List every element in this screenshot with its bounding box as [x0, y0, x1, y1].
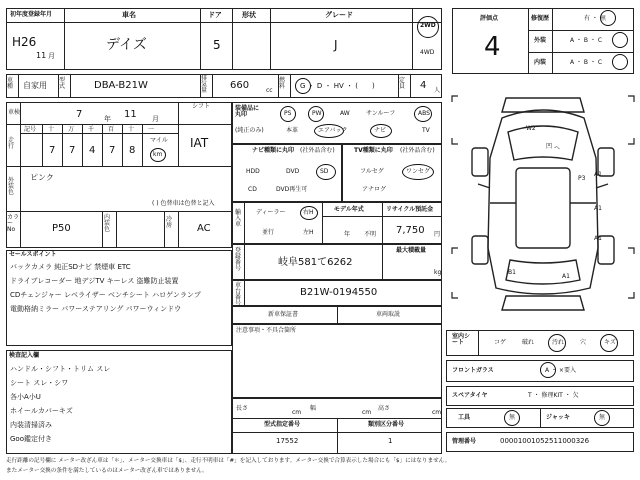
inspection-month: 11 — [124, 109, 137, 120]
inspection-year: 7 — [76, 109, 83, 120]
sales-point-line: 電動格納ミラー パワーステアリング パワーウィンドウ — [10, 305, 182, 313]
category-value: 自家用 — [23, 81, 47, 90]
mark-p3: P3 — [578, 175, 586, 182]
navi-item: HDD — [246, 168, 260, 175]
exterior-options: A ・ B ・ C — [570, 37, 603, 44]
jack-value: 無 — [599, 414, 606, 421]
mark-a1-mid-right: A1 — [594, 205, 602, 212]
navi-item: SD — [320, 168, 329, 175]
jack-label: ジャッキ — [546, 414, 570, 421]
mark-he: ヘ — [554, 145, 561, 152]
sales-points-label: セールスポイント — [9, 251, 57, 258]
footer-line2: またメーター交換の条件を満たしているのはメーター改ざん車ではありません。 — [6, 468, 208, 474]
color-code-value: P50 — [52, 223, 71, 234]
recycle-value: 7,750 — [396, 225, 425, 236]
tv-title-note: (社外品含む) — [400, 147, 435, 154]
mileage-unit-mile: マイル — [150, 137, 168, 144]
mark-a1-rear: A1 — [562, 273, 570, 280]
navi-item: DVD — [286, 168, 300, 175]
inspector-line: 内装清掃済み — [10, 421, 52, 429]
row2-table — [6, 74, 442, 98]
capacity-unit: 人 — [434, 87, 441, 94]
mileage-header-cell: 十 — [128, 126, 135, 133]
mileage-digit: 8 — [129, 145, 136, 156]
model-year-label: モデル年式 — [334, 206, 364, 213]
type-label: 型式指定番号 — [264, 421, 301, 428]
equipment-item: エアバック — [318, 127, 348, 134]
grade-value: J — [334, 38, 338, 52]
equipment-item: ABS — [418, 110, 430, 117]
equipment-subtitle: (純正のみ) — [235, 127, 264, 134]
footer-line1: 走行距離の記号欄に メーター改ざん車は「＊」、メーター交換車は「$」、走行不明車は「#」を記入しております。メーター交換で合算表示した場合にも「$」にはなりません。 — [6, 458, 451, 464]
class-label: 類別区分番号 — [368, 421, 405, 428]
mileage-header-cell: 記号 — [24, 126, 37, 133]
chassis-label: 車台番号 — [235, 282, 242, 307]
inspector-line: 各小A小U — [10, 393, 41, 401]
sales-point-line: CDチェンジャー レベライザー ベンチシート ハロゲンランプ — [10, 291, 201, 299]
shift-label: シフト — [192, 103, 211, 110]
interior-label: 内装 — [534, 59, 547, 66]
recycle-yen: 円 — [434, 231, 441, 238]
mileage-header-cell: 百 — [108, 126, 115, 133]
tv-item: ワンセグ — [406, 168, 431, 175]
score-label: 評価点 — [480, 15, 499, 22]
drive-2wd: 2WD — [420, 22, 436, 29]
equipment-item: 本革 — [286, 127, 299, 134]
seat-label: 室内シート — [452, 333, 471, 346]
mileage-label: 走行 — [8, 137, 15, 150]
max-load-label: 最大積載量 — [396, 247, 427, 254]
fuel-label: 燃料 — [279, 77, 286, 90]
import-label: 輸入車 — [235, 209, 242, 228]
inspector-line: Goo鑑定付き — [10, 435, 52, 443]
navi-item: DVD再生可 — [276, 186, 308, 193]
import-parallel: 並行 — [262, 229, 275, 236]
type-value: 17552 — [276, 437, 299, 445]
car-damage-diagram — [450, 88, 636, 320]
ac-label: 冷房 — [166, 216, 173, 229]
mark-b1: B1 — [508, 269, 516, 276]
max-load-unit: kg — [434, 269, 442, 276]
mileage-header-cell: 千 — [88, 126, 95, 133]
inspector-label: 検査記入欄 — [9, 352, 40, 359]
width-label: 幅 — [310, 405, 317, 412]
exterior-c-circle — [612, 32, 628, 48]
equipment-item: PS — [284, 110, 292, 117]
mark-a1-front-right: A1 — [594, 171, 602, 178]
equipment-item: TV — [422, 127, 430, 134]
repair-label: 修復歴 — [531, 15, 550, 22]
equipment-item: サンルーフ — [366, 110, 396, 117]
capacity-value: 4 — [420, 80, 427, 91]
registration-value: 岐阜581て6262 — [278, 257, 353, 268]
mileage-header-cell: 万 — [68, 126, 75, 133]
score-value: 4 — [484, 32, 501, 62]
repair-none-circle — [600, 10, 616, 26]
spare-options: T ・ 修理KIT ・ 欠 — [528, 392, 579, 399]
import-left-h: 左H — [303, 229, 314, 236]
grade-label: グレード — [325, 11, 353, 19]
class-value: 1 — [388, 437, 393, 445]
ac-value: AC — [197, 223, 211, 234]
notes-label: 注意事項・不具合箇所 — [236, 327, 297, 334]
mileage-header-cell: 一 — [148, 126, 155, 133]
front-glass-options: A ・ ×要入 — [545, 367, 576, 374]
seat-item: 破れ — [522, 339, 535, 346]
manage-value: 0000100105251100032​6 — [500, 437, 590, 445]
registration-label: 登録番号 — [235, 247, 242, 272]
length-label: 長さ — [236, 405, 249, 412]
color-value: ピンク — [30, 173, 54, 182]
shape-label: 形状 — [242, 11, 256, 19]
mileage-digit: 7 — [69, 145, 76, 156]
model-value: DBA-B21W — [94, 80, 148, 91]
manual-label: 車両取説 — [376, 311, 401, 318]
color-note: ( ) 色替車は色替と記入 — [152, 200, 215, 207]
equipment-box — [232, 102, 442, 144]
navi-item: CD — [248, 186, 257, 193]
mileage-digit: 7 — [49, 145, 56, 156]
car-name: デイズ — [106, 37, 147, 53]
reg-month-unit: 月 — [48, 52, 55, 60]
import-dealer: ディーラー — [256, 209, 286, 216]
displacement-label: 排気量 — [201, 75, 208, 94]
doors-label: ドア — [208, 11, 222, 19]
navi-title: ナビ種類に丸印 — [252, 147, 295, 154]
seat-item: 汚れ — [552, 339, 565, 346]
tv-item: アナログ — [362, 186, 387, 193]
tools-value: 無 — [509, 414, 516, 421]
seat-item: コゲ — [494, 339, 507, 346]
mark-dent: 凹 — [546, 143, 553, 150]
shift-value: IAT — [190, 136, 209, 150]
spare-label: スペアタイヤ — [452, 392, 488, 399]
equipment-item: AW — [340, 110, 350, 117]
mileage-header-cell: 十 — [48, 126, 55, 133]
exterior-label: 外装 — [534, 37, 547, 44]
reg-month: 11 — [36, 51, 47, 60]
mileage-unit-km: km — [153, 151, 163, 158]
color-code-label: カラーNo — [7, 214, 20, 233]
color-label: 外装色 — [8, 177, 15, 196]
category-label: 車種 — [7, 77, 14, 90]
recycle-label: リサイクル預託金 — [386, 206, 434, 213]
equipment-item: ナビ — [374, 127, 387, 134]
import-right-h: 右H — [303, 209, 314, 216]
equipment-title: 装備品に丸印 — [235, 105, 260, 118]
repair-options: 有 ・ 無 — [584, 15, 606, 22]
model-year-unknown: 不明 — [364, 231, 377, 238]
front-glass-label: フロントガラス — [452, 367, 494, 374]
displacement-value: 660 — [230, 80, 250, 91]
tv-item: フルセグ — [360, 168, 384, 175]
interior-options: A ・ B ・ C — [570, 59, 603, 66]
inspection-year-unit: 年 — [104, 115, 111, 123]
mark-w2: W2 — [526, 125, 536, 132]
equipment-item: PW — [312, 110, 322, 117]
fuel-options: G ・ D ・ HV ・ ( ) — [300, 82, 375, 90]
length-unit: cm — [292, 409, 302, 416]
seat-item: 穴 — [580, 339, 587, 346]
tv-title: TV種類に丸印 — [354, 147, 393, 154]
drive-4wd: 4WD — [420, 49, 435, 56]
inspection-month-unit: 月 — [152, 115, 159, 123]
reg-year-label: 初年度登録年月 — [10, 11, 53, 18]
inspector-line: シート スレ・シワ — [10, 379, 69, 387]
mark-a1-rear-right: A1 — [594, 235, 602, 242]
sales-point-line: バックカメラ 純正SDナビ 禁煙車 ETC — [10, 263, 131, 271]
reg-era-year: H26 — [12, 35, 37, 49]
chassis-value: B21W-0194550 — [300, 287, 378, 298]
mileage-digit: 7 — [109, 145, 116, 156]
car-name-label: 車名 — [122, 11, 136, 19]
model-label: 型式 — [59, 77, 66, 90]
tools-label: 工具 — [458, 414, 471, 421]
doors-value: 5 — [213, 38, 221, 52]
header-table — [6, 8, 442, 70]
sales-point-line: ドライブレコーダー 地デジTV キーレス 盗難防止装置 — [10, 277, 179, 285]
model-year-unit: 年 — [344, 231, 351, 238]
inspector-line: ハンドル・シフト・トリム スレ — [10, 365, 111, 373]
seat-item: キズ — [604, 339, 616, 346]
inspection-label: 車検 — [8, 109, 21, 116]
interior-color-label: 内装色 — [104, 214, 111, 233]
width-unit: cm — [362, 409, 372, 416]
mileage-digit: 4 — [89, 145, 96, 156]
cc-unit: cc — [266, 87, 273, 94]
manage-label: 管理番号 — [452, 438, 477, 445]
warranty-label: 新車保証書 — [268, 311, 299, 318]
navi-title-note: (社外品含む) — [300, 147, 335, 154]
inspector-line: ホイールカバーキズ — [10, 407, 73, 415]
interior-c-circle — [612, 54, 628, 70]
capacity-label: 定員 — [399, 77, 406, 90]
notes-box — [232, 324, 442, 398]
height-unit: cm — [432, 409, 442, 416]
height-label: 高さ — [378, 405, 391, 412]
